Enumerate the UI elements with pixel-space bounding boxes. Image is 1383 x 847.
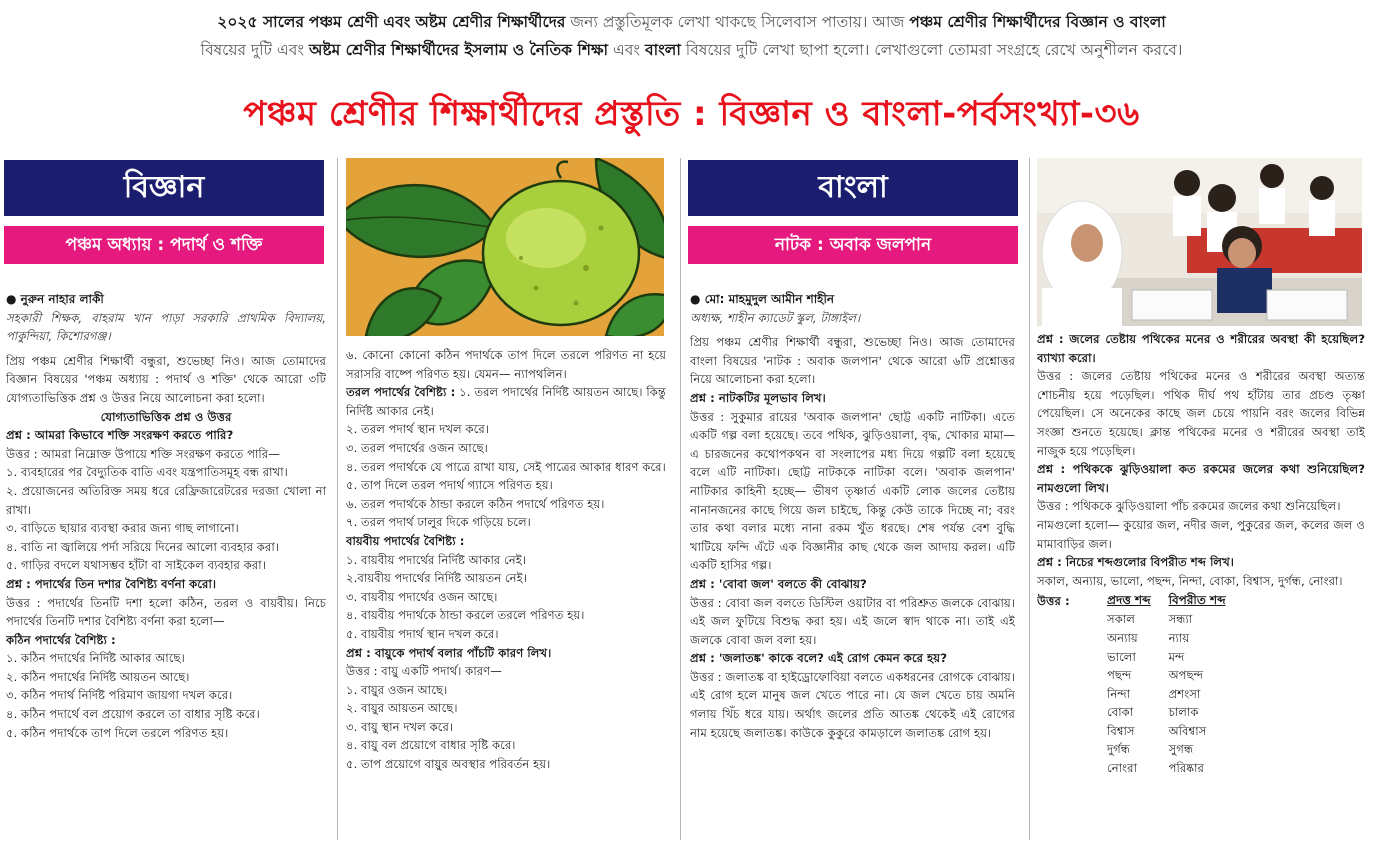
table-row: পছন্দ অপছন্দ xyxy=(1107,668,1204,683)
list-item: ১. ব্যবহারের পর বৈদ্যুতিক বাতি এবং যন্ত্রপাতিসমূহ বন্ধ রাখা। xyxy=(6,465,288,480)
table-row: অন্যায় ন্যায় xyxy=(1107,630,1190,645)
bangla-answer-1: উত্তর : সুকুমার রায়ের 'অবাক জলপান' ছোট্ট একটি নাটিকা। এতে একটি গল্প বলা হয়েছে। তবে পথিক, ঝুড়িওয়ালা, বৃদ্ধ, খোকার মামা— এ চারজনের কথোপকথন বা সংলাপের মধ্য দিয়ে গল্পটি বলা হয়েছে বলে এটি নাটিকা। ছোট্ট নাটককে নাটিকা বলে। 'অবাক জলপান' নাটিকার কাহিনী হচ্ছে— ভীষণ তৃষ্ণার্ত একটি লোক জলের তেষ্টায় নানানজনের কাছে গিয়ে জল চাইছে, কিন্তু কেউ তাকে দিচ্ছে না; বরং তার কথা বলার মধ্যে নানা রকম খুঁত ধরছে। শেষ পর্যন্ত বেশ বুদ্ধি খাটিয়ে ফন্দি এঁটে এক বিজ্ঞানীর কাছ থেকে জল আদায় করল। এটি একটি হাসির গল্প। xyxy=(690,409,1015,573)
science-question-1: প্রশ্ন : আমরা কিভাবে শক্তি সংরক্ষণ করতে পারি? xyxy=(6,428,234,443)
list-item: ২. প্রয়োজনের অতিরিক্ত সময় ধরে রেফ্রিজারেটরের দরজা খোলা না রাখা। xyxy=(6,483,326,517)
list-item: ৩. বায়ু স্থান দখল করে। xyxy=(346,719,454,734)
column-divider xyxy=(680,158,681,840)
list-item: ২. কঠিন পদার্থের নির্দিষ্ট আয়তন আছে। xyxy=(6,669,190,684)
gas-heading: বায়বীয় পদার্থের বৈশিষ্ট্য : xyxy=(346,533,465,548)
science-author: ● নুরুন নাহার লাকী xyxy=(6,292,104,306)
bangla-answer-5: উত্তর : পথিককে ঝুড়িওয়ালা পাঁচ রকমের জলের কথা শুনিয়েছিল। xyxy=(1037,499,1341,514)
liquid-heading: তরল পদার্থের বৈশিষ্ট্য : xyxy=(346,385,456,400)
bangla-answer-6-label: উত্তর : xyxy=(1037,594,1070,609)
bangla-answer-5-names: নামগুলো হলো— কুয়োর জল, নদীর জল, পুকুরের জল, কলের জল ও মামাবাড়ির জল। xyxy=(1037,517,1365,551)
students-photo-svg xyxy=(1037,158,1362,326)
science-column-2 xyxy=(346,346,666,840)
guava-illustration xyxy=(346,158,664,336)
list-item: ৪. কঠিন পদার্থে বল প্রয়োগ করলে তা বাধার সৃষ্টি করে। xyxy=(6,707,260,722)
list-item: ৩. তরল পদার্থের ওজন আছে। xyxy=(346,440,488,455)
bangla-author-designation: অধ্যক্ষ, শাহীন ক্যাডেট স্কুল, টাঙ্গাইল। xyxy=(690,310,861,325)
list-item: ৫. তাপ প্রয়োগে বায়ুর অবস্থার পরিবর্তন হয়। xyxy=(346,757,551,772)
bangla-question-4: প্রশ্ন : জলের তেষ্টায় পথিকের মনের ও শরীরের অবস্থা কী হয়েছিল? ব্যাখ্যা করো। xyxy=(1037,332,1365,365)
page-headline: পঞ্চম শ্রেণীর শিক্ষার্থীদের প্রস্তুতি : বিজ্ঞান ও বাংলা-পর্বসংখ্যা-৩৬ xyxy=(243,94,1140,134)
bangla-question-2: প্রশ্ন : 'বোবা জল' বলতে কী বোঝায়? xyxy=(690,576,867,591)
science-column-1 xyxy=(6,290,326,840)
list-item: ৫. গাড়ির বদলে যথাসম্ভব হাঁটা বা সাইকেল ব্যবহার করা। xyxy=(6,558,266,573)
list-item: ৪. বাতি না জ্বালিয়ে পর্দা সরিয়ে দিনের আলো ব্যবহার করা। xyxy=(6,539,279,554)
bangla-question-6-words: সকাল, অন্যায়, ভালো, পছন্দ, নিন্দা, বোকা, বিশ্বাস, দুর্গন্ধ, নোংরা। xyxy=(1037,573,1343,588)
table-row: বোকা চালাক xyxy=(1107,705,1199,720)
bangla-question-3: প্রশ্ন : 'জলাতঙ্ক' কাকে বলে? এই রোগ কেমন করে হয়? xyxy=(690,651,947,666)
list-item: ৩. বায়বীয় পদার্থের ওজন আছে। xyxy=(346,589,498,604)
list-item: ৬. কোনো কোনো কঠিন পদার্থকে তাপ দিলে তরলে পরিণত না হয়ে সরাসরি বাষ্পে পরিণত হয়। যেমন— ন্যাপথলিন। xyxy=(346,348,666,381)
list-item: ৪. বায়বীয় পদার্থকে ঠান্ডা করলে তরলে পরিণত হয়। xyxy=(346,608,585,623)
bangla-column-2 xyxy=(1037,330,1365,840)
science-qa-heading: যোগ্যতাভিত্তিক প্রশ্ন ও উত্তর xyxy=(100,409,232,424)
column-divider xyxy=(1029,158,1030,840)
solid-heading: কঠিন পদার্থের বৈশিষ্ট্য : xyxy=(6,632,116,647)
bangla-chapter-title: নাটক : অবাক জলপান xyxy=(688,226,1018,264)
science-answer-3: উত্তর : বায়ু একটি পদার্থ। কারণ— xyxy=(346,664,502,679)
bangla-answer-2: উত্তর : বোবা জল বলতে ডিস্টিল ওয়াটার বা পরিশ্রুত জলকে বোঝায়। এই জল ফুটিয়ে বিশুদ্ধ করা হয়। এই জলে স্বাদ থাকে না। তাই এই জলকে বোবা জল বলা হয়। xyxy=(690,595,1015,647)
intro-text xyxy=(10,8,1373,64)
antonym-table xyxy=(1107,590,1244,777)
bangla-author: ● মো: মাহমুদুল আমীন শাহীন xyxy=(690,292,835,306)
list-item: ৩. বাড়িতে ছায়ার ব্যবস্থা করার জন্য গাছ লাগানো। xyxy=(6,521,239,536)
list-item: ৭. তরল পদার্থ ঢালুর দিকে গড়িয়ে চলে। xyxy=(346,515,531,530)
list-item: ১. তরল পদার্থের নির্দিষ্ট আয়তন আছে। কিন্তু নির্দিষ্ট আকার নেই। xyxy=(346,385,666,418)
intro-line-2: বিষয়ের দুটি এবং অষ্টম শ্রেণীর শিক্ষার্থীদের ইসলাম ও নৈতিক শিক্ষা এবং বাংলা বিষয়ের দুটি লেখা ছাপা হলো। লেখাগুলো তোমরা সংগ্রহে রেখে অনুশীলন করবে। xyxy=(200,41,1183,59)
bangla-intro: প্রিয় পঞ্চম শ্রেণীর শিক্ষার্থী বন্ধুরা, শুভেচ্ছা নিও। আজ তোমাদের বাংলা বিষয়ের 'নাটক : অবাক জলপান' থেকে আরো ৬টি প্রশ্নোত্তর নিয়ে আলোচনা করা হলো। xyxy=(690,335,1015,387)
antonym-header-opposite: বিপরীত শব্দ xyxy=(1168,593,1226,608)
list-item: ৬. তরল পদার্থকে ঠান্ডা করলে কঠিন পদার্থে পরিণত হয়। xyxy=(346,496,605,511)
list-item: ১. বায়বীয় পদার্থের নির্দিষ্ট আকার নেই। xyxy=(346,552,526,567)
bangla-question-1: প্রশ্ন : নাটকটির মূলভাব লিখ। xyxy=(690,390,826,405)
guava-illustration-svg xyxy=(346,158,664,336)
antonym-header-given: প্রদত্ত শব্দ xyxy=(1107,593,1151,608)
bangla-column-1 xyxy=(690,290,1015,840)
list-item: ১. বায়ুর ওজন আছে। xyxy=(346,682,448,697)
list-item: ৫. বায়বীয় পদার্থ স্থান দখল করে। xyxy=(346,626,499,641)
column-divider xyxy=(337,158,338,840)
table-row: নোংরা পরিষ্কার xyxy=(1107,761,1204,776)
science-author-designation: সহকারী শিক্ষক, বাহরাম খান পাড়া সরকারি প্রাথমিক বিদ্যালয়, পাকুন্দিয়া, কিশোরগঞ্জ। xyxy=(6,310,326,344)
bangla-question-5: প্রশ্ন : পথিককে ঝুড়িওয়ালা কত রকমের জলের কথা শুনিয়েছিল? নামগুলো লিখ। xyxy=(1037,462,1365,495)
list-item: ১. কঠিন পদার্থের নির্দিষ্ট আকার আছে। xyxy=(6,651,185,666)
table-row: সকাল সন্ধ্যা xyxy=(1107,612,1193,627)
students-photo xyxy=(1037,158,1362,326)
table-row: ভালো মন্দ xyxy=(1107,649,1185,664)
science-intro: প্রিয় পঞ্চম শ্রেণীর শিক্ষার্থী বন্ধুরা, শুভেচ্ছা নিও। আজ তোমাদের বিজ্ঞান বিষয়ের 'পঞ্চম অধ্যায় : পদার্থ ও শক্তি' থেকে আরো ৩টি যোগ্যতাভিত্তিক প্রশ্ন ও উত্তর নিয়ে আলোচনা করা হলো। xyxy=(6,353,326,405)
list-item: ৫. তাপ দিলে তরল পদার্থ গ্যাসে পরিণত হয়। xyxy=(346,478,553,493)
table-row: বিশ্বাস অবিশ্বাস xyxy=(1107,723,1207,738)
science-question-2: প্রশ্ন : পদার্থের তিন দশার বৈশিষ্ট্য বর্ণনা করো। xyxy=(6,576,217,591)
table-row: দুর্গন্ধ সুগন্ধ xyxy=(1107,742,1194,757)
list-item: ২.বায়বীয় পদার্থের নির্দিষ্ট আয়তন নেই। xyxy=(346,571,527,586)
intro-line-1: ২০২৫ সালের পঞ্চম শ্রেণী এবং অষ্টম শ্রেণীর শিক্ষার্থীদের জন্য প্রস্তুতিমূলক লেখা থাকছে সিলেবাস পাতায়। আজ পঞ্চম শ্রেণীর শিক্ষার্থীদের বিজ্ঞান ও বাংলা xyxy=(217,13,1166,31)
list-item: ২. তরল পদার্থ স্থান দখল করে। xyxy=(346,422,489,437)
science-chapter-title: পঞ্চম অধ্যায় : পদার্থ ও শক্তি xyxy=(4,226,324,264)
list-item: ৪. তরল পদার্থকে যে পাত্রে রাখা যায়, সেই পাত্রের আকার ধারণ করে। xyxy=(346,459,666,474)
list-item: ৩. কঠিন পদার্থ নির্দিষ্ট পরিমাণ জায়গা দখল করে। xyxy=(6,688,233,703)
list-item: ৫. কঠিন পদার্থকে তাপ দিলে তরলে পরিণত হয়। xyxy=(6,725,229,740)
bangla-answer-3: উত্তর : জলাতঙ্ক বা হাইড্রোফোবিয়া বলতে একধরনের রোগকে বোঝায়। এই রোগ হলে মানুষ জল খেতে পারে না। যে জল খেতে চায় অমনি গলায় খিঁচ ধরে যায়। অর্থাৎ জলের প্রতি আতঙ্ক থেকেই এই রোগের নাম হয়েছে জলাতঙ্ক। কাউকে কুকুরে কামড়ালে জলাতঙ্ক রোগ হয়। xyxy=(690,669,1015,740)
science-question-3: প্রশ্ন : বায়ুকে পদার্থ বলার পাঁচটি কারণ লিখ। xyxy=(346,645,552,660)
science-answer-2: উত্তর : পদার্থের তিনটি দশা হলো কঠিন, তরল ও বায়বীয়। নিচে পদার্থের তিনটি দশার বৈশিষ্ট্য বর্ণনা করা হলো— xyxy=(6,595,326,629)
science-answer-1: উত্তর : আমরা নিম্নোক্ত উপায়ে শক্তি সংরক্ষণ করতে পারি— xyxy=(6,446,280,461)
bangla-question-6: প্রশ্ন : নিচের শব্দগুলোর বিপরীত শব্দ লিখ। xyxy=(1037,555,1234,570)
table-row: নিন্দা প্রশংসা xyxy=(1107,686,1201,701)
science-section-title: বিজ্ঞান xyxy=(4,160,324,216)
bangla-section-title: বাংলা xyxy=(688,160,1018,216)
bangla-answer-4: উত্তর : জলের তেষ্টায় পথিকের মনের ও শরীরের অবস্থা অত্যন্ত শোচনীয় হয়ে পড়েছিল। পথিক দীর্ঘ পথ হাঁটায় তার প্রচণ্ড তৃষ্ণা পেয়েছিল। সে অনেকের কাছে জল চেয়ে পায়নি বরং জলের বিভিন্ন সংজ্ঞা শুনতে হয়েছে। ক্লান্ত পথিকের মনের ও শরীরের অবস্থা তাই নাজুক হয়ে পড়েছিল। xyxy=(1037,369,1365,458)
list-item: ২. বায়ুর আয়তন আছে। xyxy=(346,701,458,716)
list-item: ৪. বায়ু বল প্রয়োগে বাধার সৃষ্টি করে। xyxy=(346,738,516,753)
